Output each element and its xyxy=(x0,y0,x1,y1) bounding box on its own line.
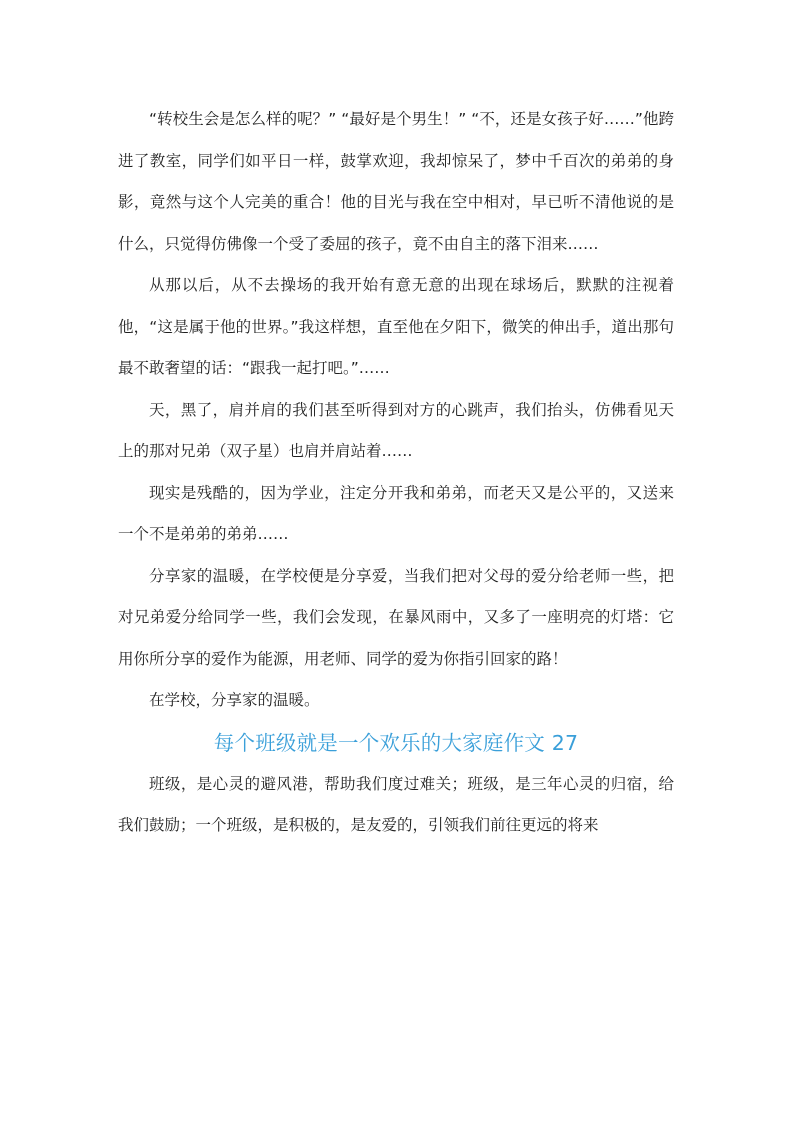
paragraph-class-harbor: 班级，是心灵的避风港，帮助我们度过难关；班级，是三年心灵的归宿，给我们鼓励；一个班级，是积极的，是友爱的，引领我们前往更远的将来 xyxy=(118,774,674,834)
paragraph-night-sky: 天，黑了，肩并肩的我们甚至听得到对方的心跳声，我们抬头，仿佛看见天上的那对兄弟（双子星）也肩并肩站着…… xyxy=(118,400,674,460)
paragraph-reality: 现实是残酷的，因为学业，注定分开我和弟弟，而老天又是公平的，又送来一个不是弟弟的弟弟…… xyxy=(118,483,674,543)
document-body xyxy=(118,99,674,847)
paragraph-sharing-love: 分享家的温暖，在学校便是分享爱，当我们把对父母的爱分给老师一些，把对兄弟爱分给同学一些，我们会发现，在暴风雨中，又多了一座明亮的灯塔：它用你所分享的爱作为能源，用老师、同学的爱为你指引回家的路！ xyxy=(118,566,674,668)
paragraph-transfer-student: “转校生会是怎么样的呢？” “最好是个男生！” “不，还是女孩子好……”他跨进了教室，同学们如平日一样，鼓掌欢迎，我却惊呆了，梦中千百次的弟弟的身影，竟然与这个人完美的重合！他的目光与我在空中相对，早已听不清他说的是什么，只觉得仿佛像一个受了委屈的孩子，竟不由自主的落下泪来…… xyxy=(118,110,674,253)
essay-heading: 每个班级就是一个欢乐的大家庭作文 27 xyxy=(213,730,579,755)
paragraph-playground: 从那以后，从不去操场的我开始有意无意的出现在球场后，默默的注视着他，“这是属于他的世界。”我这样想，直至他在夕阳下，微笑的伸出手，道出那句最不敢奢望的话：“跟我一起打吧。”…… xyxy=(118,276,674,377)
paragraph-school-warmth: 在学校，分享家的温暖。 xyxy=(149,691,320,709)
